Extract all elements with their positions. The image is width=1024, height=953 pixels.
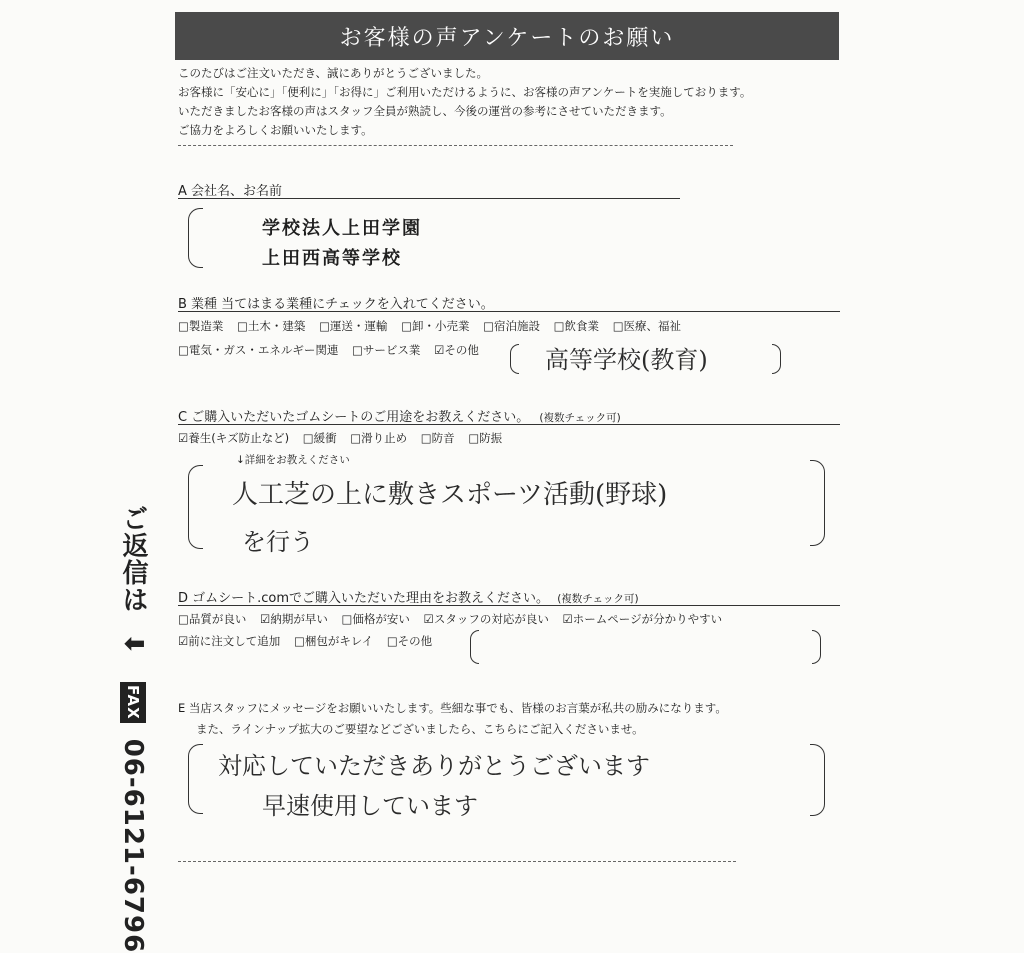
fax-icon: FAX [120,682,146,723]
section-e-subtitle: また、ラインナップ拡大のご要望などございましたら、こちらにご記入くださいませ。 [196,722,644,736]
dashed-divider [178,861,736,862]
intro-line: このたびはご注文いただき、誠にありがとうございました。 [178,66,489,80]
section-d-question: D ゴムシート.comでご購入いただいた理由をお教えください。 [178,591,550,606]
checkbox-option[interactable]: □医療、福祉 [612,319,682,333]
checkbox-option-checked[interactable]: ☑ホームページが分かりやすい [562,612,723,626]
page-title: お客様の声アンケートのお願い [175,12,839,60]
section-d-underline [178,605,840,606]
reason-options-row1 [178,611,732,627]
section-d-title [178,587,639,606]
intro-line: いただきましたお客様の声はスタッフ全員が熟読し、今後の運営の参考にさせていただきます。 [178,104,672,118]
checkbox-option[interactable]: □電気・ガス・エネルギー関連 [178,343,339,357]
industry-options-row1 [178,318,691,334]
section-a-title: A 会社名、お名前 [178,184,283,199]
usage-answer-line1[interactable]: 人工芝の上に敷きスポーツ活動(野球) [232,480,668,510]
section-c-underline [178,424,840,425]
checkbox-option-checked[interactable]: ☑その他 [434,343,479,357]
fax-reply-label [112,505,152,953]
left-bracket [188,208,203,268]
checkbox-option[interactable]: □緩衝 [302,431,337,445]
checkbox-option[interactable]: □防音 [420,431,455,445]
industry-other-answer[interactable]: 高等学校(教育) [545,346,708,374]
checkbox-option[interactable]: □土木・建築 [237,319,306,333]
right-bracket [772,344,781,374]
section-e-title: E 当店スタッフにメッセージをお願いいたします。些細な事でも、皆様のお言葉が私共の励みになります。 [178,701,727,715]
checkbox-option[interactable]: □製造業 [178,319,224,333]
checkbox-option[interactable]: □防振 [468,431,503,445]
checkbox-option-checked[interactable]: ☑スタッフの対応が良い [423,612,549,626]
message-answer-line1[interactable]: 対応していただきありがとうございます [218,752,650,780]
right-bracket [812,630,821,664]
checkbox-option[interactable]: □卸・小売業 [401,319,470,333]
reply-text: ご返信は [118,505,148,613]
checkbox-option[interactable]: □滑り止め [350,431,408,445]
company-name: 学校法人上田学園 [262,218,422,239]
multiple-choice-note: (複数チェック可) [539,412,621,424]
checkbox-option[interactable]: □運送・運輸 [319,319,388,333]
left-bracket [188,744,203,814]
fax-number: 06-6121-6796 [118,738,148,953]
checkbox-option-checked[interactable]: ☑納期が早い [260,612,328,626]
checkbox-option-checked[interactable]: ☑前に注文して追加 [178,634,281,648]
usage-options [178,430,512,446]
detail-label: ↓詳細をお教えください [236,454,350,466]
checkbox-option-checked[interactable]: ☑養生(キズ防止など) [178,431,290,445]
left-bracket [188,465,203,549]
checkbox-option[interactable]: □梱包がキレイ [293,634,374,648]
industry-options-row2 [178,342,489,358]
section-a-underline [178,198,680,199]
section-c-title [178,406,621,425]
usage-answer-line2[interactable]: を行う [242,528,314,556]
checkbox-option[interactable]: □品質が良い [178,612,247,626]
intro-line: ご協力をよろしくお願いいたします。 [178,123,373,137]
section-c-question: C ご購入いただいたゴムシートのご用途をお教えください。 [178,410,530,425]
left-bracket [470,630,479,664]
arrow-down-icon: ⬇ [118,633,148,656]
right-bracket [810,744,825,816]
right-bracket [810,460,825,546]
section-b-title: B 業種 当てはまる業種にチェックを入れてください。 [178,297,494,312]
checkbox-option[interactable]: □サービス業 [352,343,421,357]
reason-options-row2 [178,633,442,649]
checkbox-option[interactable]: □その他 [386,634,433,648]
intro-line: お客様に「安心に」「便利に」「お得に」ご利用いただけるように、お客様の声アンケートを実施しております。 [178,85,752,99]
dashed-divider [178,145,733,146]
person-name: 上田西高等学校 [262,248,402,269]
section-b-underline [178,311,840,312]
message-answer-line2[interactable]: 早速使用しています [262,792,478,820]
multiple-choice-note: (複数チェック可) [557,593,639,605]
checkbox-option[interactable]: □価格が安い [341,612,410,626]
checkbox-option[interactable]: □宿泊施設 [483,319,540,333]
checkbox-option[interactable]: □飲食業 [553,319,600,333]
left-bracket [510,344,519,374]
intro-text [178,64,751,140]
